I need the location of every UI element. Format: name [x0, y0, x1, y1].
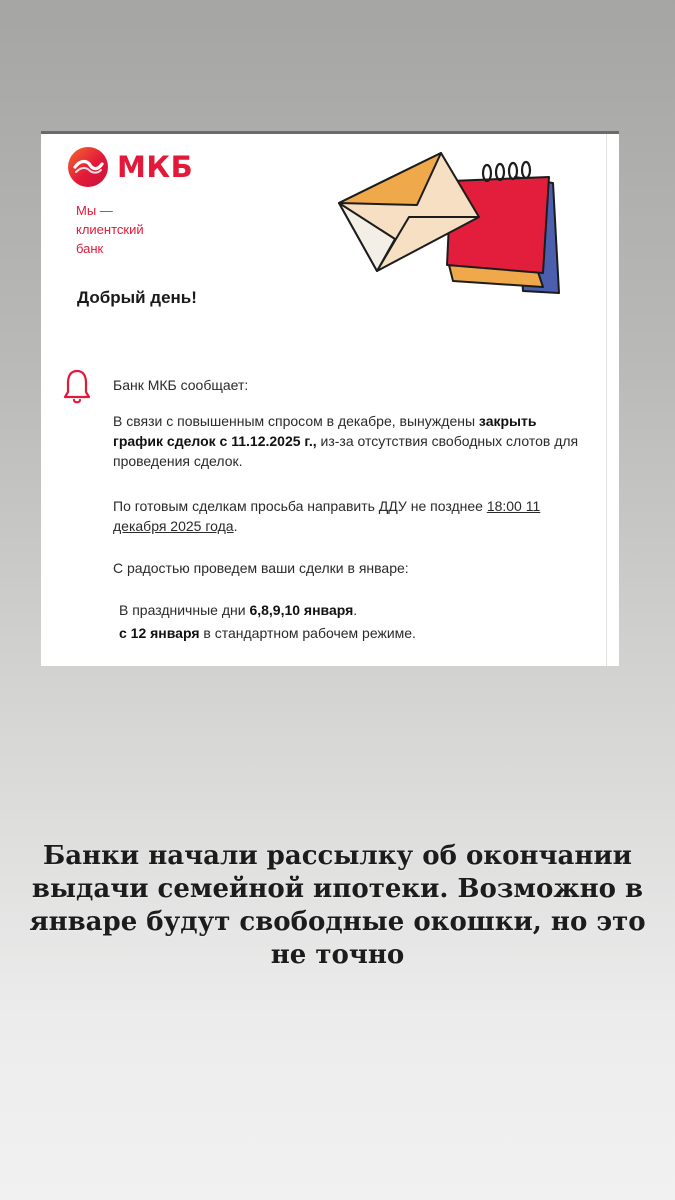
logo-text: МКБ	[117, 150, 194, 184]
email-screenshot-card	[41, 131, 619, 666]
january-schedule-list	[119, 599, 416, 645]
paragraph-january: С радостью проведем ваши сделки в январе:	[113, 560, 409, 576]
greeting: Добрый день!	[77, 288, 197, 307]
mkb-logo	[67, 146, 193, 188]
intro-text: Банк МКБ сообщает:	[113, 377, 249, 393]
paragraph-schedule-closed: В связи с повышенным спросом в декабре, вынуждены закрыть график сделок с 11.12.2025 г., из-за отсутствия свободных слотов для проведения сделок.	[113, 413, 579, 469]
holiday-days-line: В праздничные дни 6,8,9,10 января.	[119, 602, 358, 618]
calendar-icon	[447, 162, 559, 293]
regular-mode-line: с 12 января в стандартном рабочем режиме.	[119, 625, 416, 641]
bell-icon	[63, 368, 91, 406]
story-caption: Банки начали рассылку об окончании выдачи семейной ипотеки. Возможно в январе будут свободные окошки, но это не точно	[29, 841, 646, 970]
slogan: Мы — клиентский банк	[76, 203, 144, 256]
mkb-logo-icon	[67, 146, 109, 188]
paragraph-ddu-deadline: По готовым сделкам просьба направить ДДУ не позднее 18:00 11 декабря 2025 года.	[113, 498, 541, 534]
envelope-calendar-illustration	[337, 147, 569, 294]
